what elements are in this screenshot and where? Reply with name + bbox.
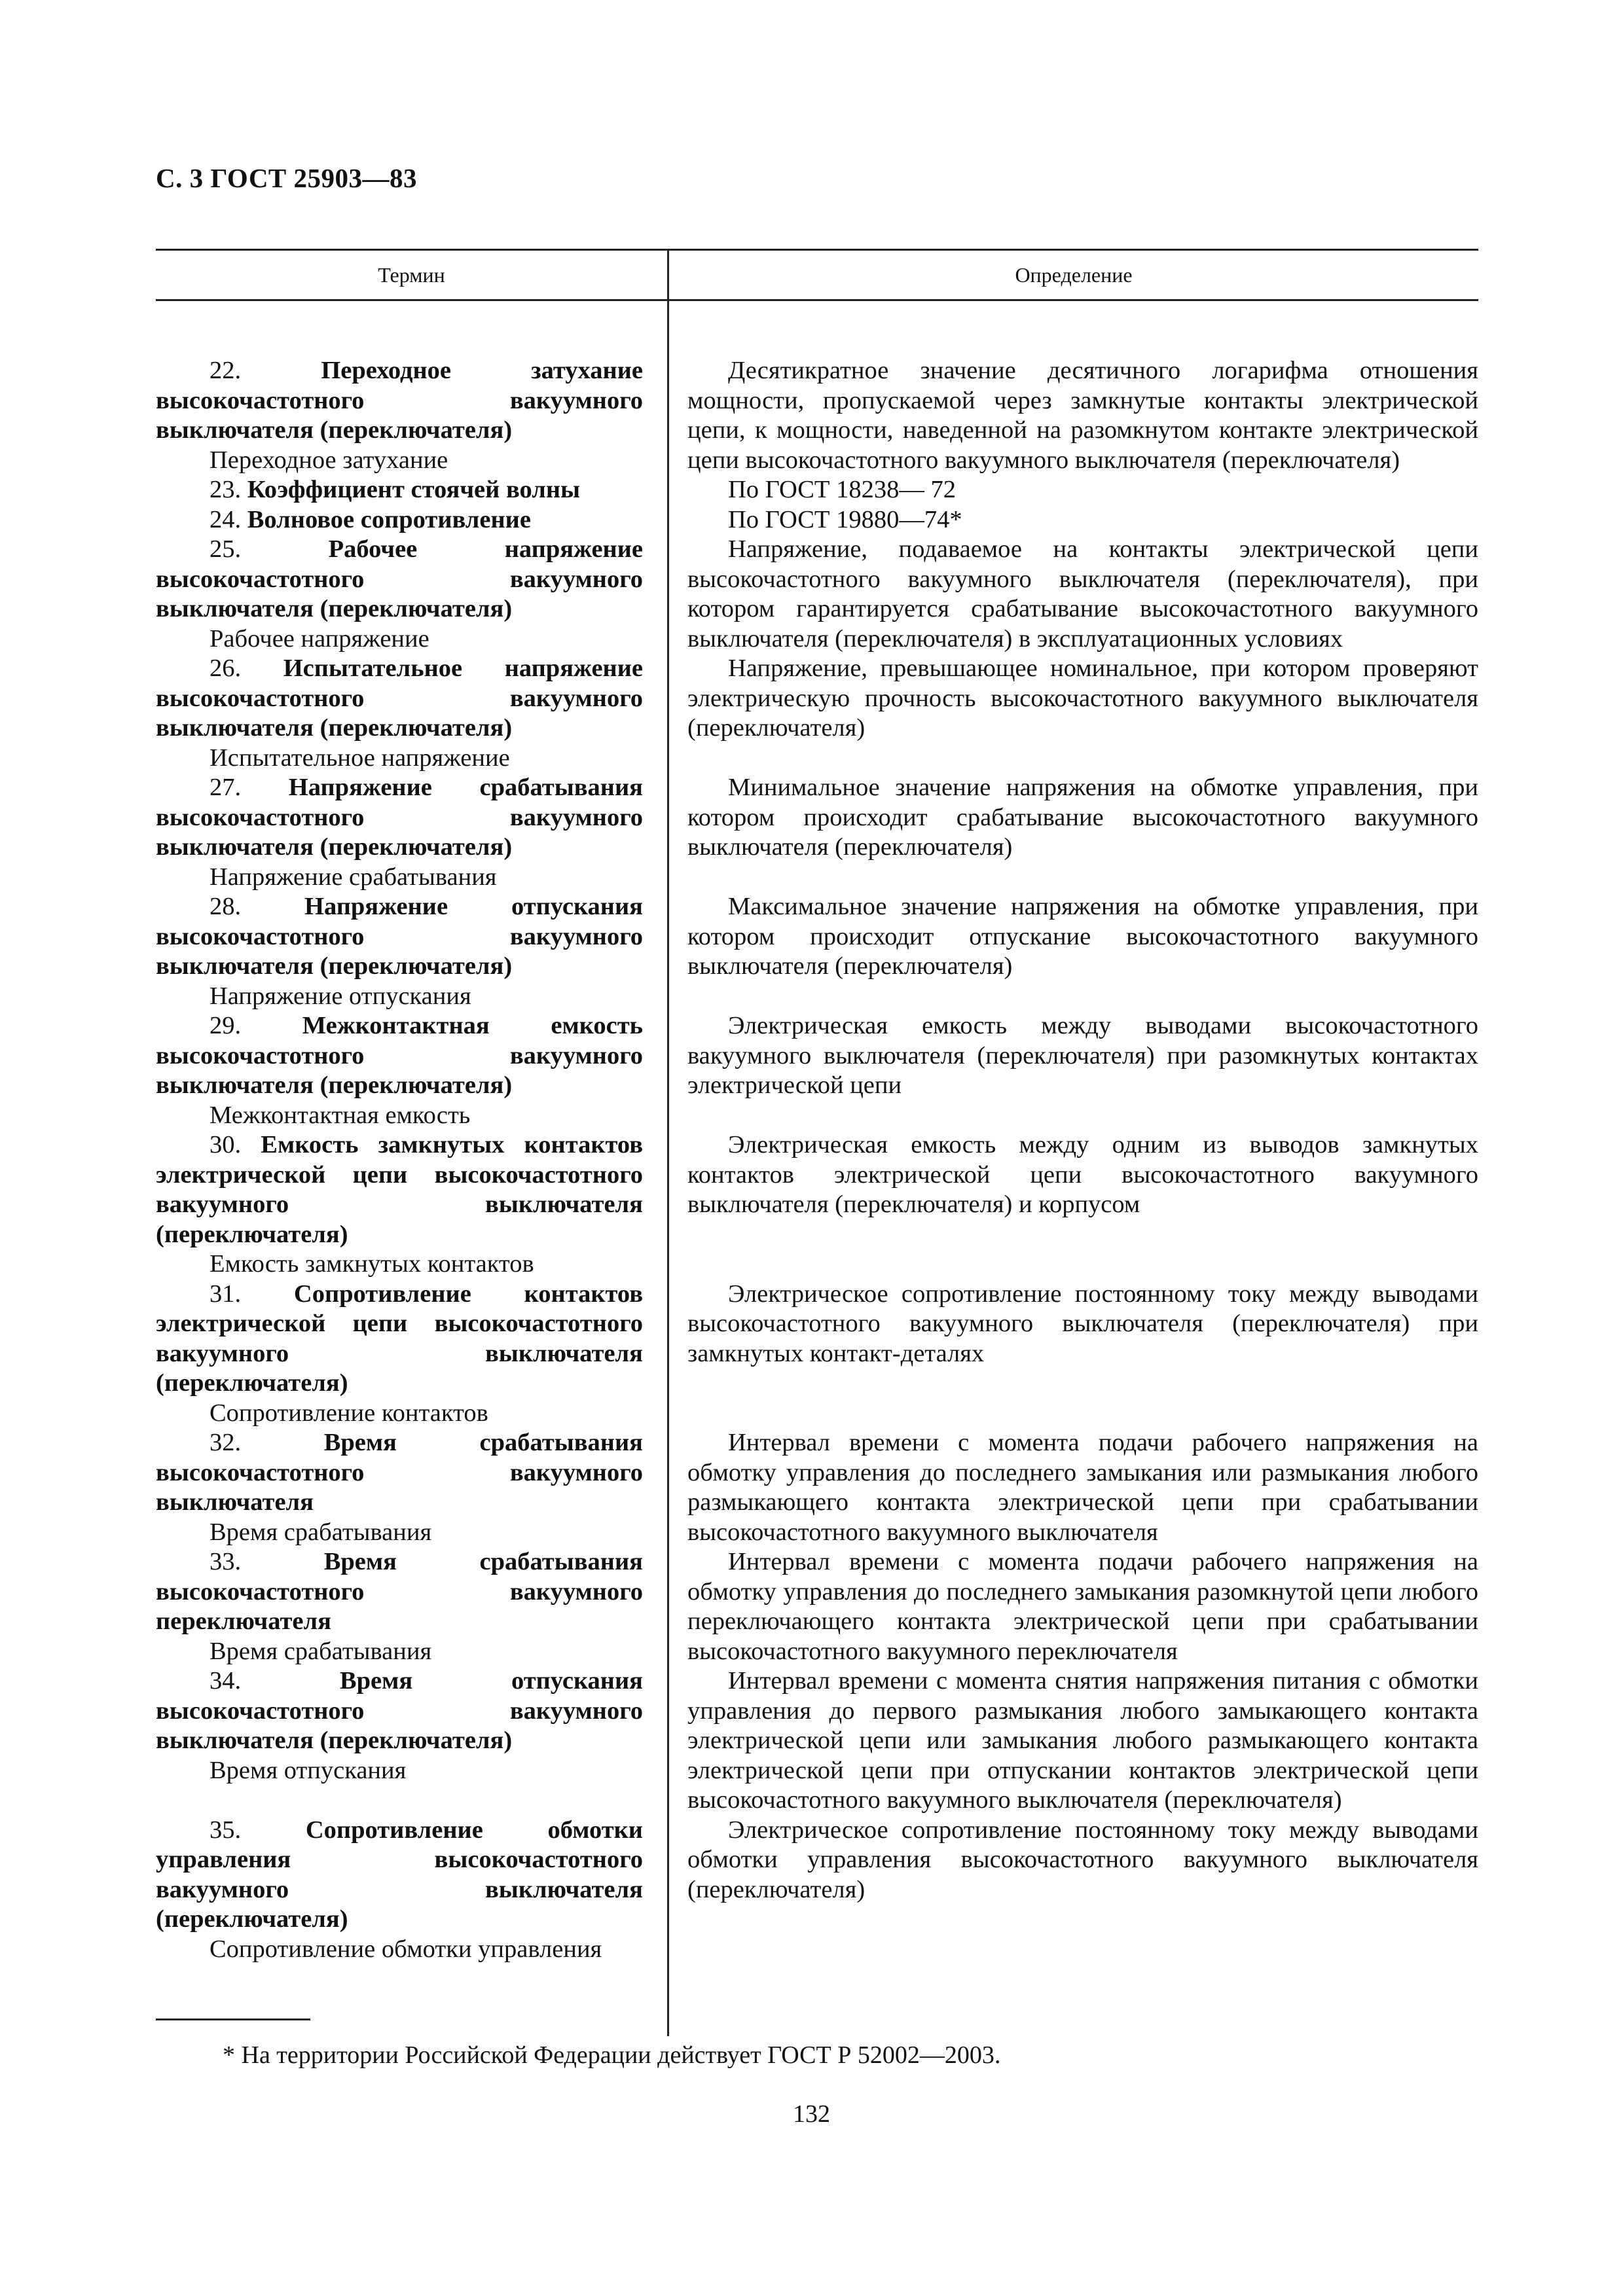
column-header-definition: Определение <box>1015 262 1133 287</box>
term-cell <box>156 356 669 475</box>
table-row <box>156 535 1478 654</box>
definition-cell: Напряжение, превышающее номинальное, при котором проверяют электрическую прочность высокочастотного вакуумного выключателя (переключателя) <box>687 655 1478 742</box>
term-name: Рабочее напряжение высокочастотного вакуумного выключателя (переключателя) <box>156 535 644 622</box>
definition-cell: Интервал времени с момента подачи рабочего напряжения на обмотку управления до последнего замыкания или размыкания любого размыкающего контакта электрической цепи при срабатывании высокочастотного вакуумного выключателя <box>687 1429 1478 1546</box>
definition-cell: Электрическое сопротивление постоянному току между выводами обмотки управления высокочастотного вакуумного выключателя (переключателя) <box>687 1816 1478 1903</box>
table-row <box>156 475 1478 505</box>
term-name: Напряжение отпускания высокочастотного вакуумного выключателя (переключателя) <box>156 893 643 980</box>
term-cell <box>156 1666 669 1816</box>
term-number: 32. <box>210 1429 242 1456</box>
term-number: 23. <box>210 476 242 503</box>
term-short-form: Сопротивление обмотки управления <box>210 1935 602 1963</box>
term-cell <box>156 1428 669 1547</box>
term-cell <box>156 475 669 505</box>
term-short-form: Напряжение отпускания <box>210 982 471 1010</box>
table-body <box>156 301 1478 2036</box>
term-name: Межконтактная емкость высокочастотного вакуумного выключателя (переключателя) <box>156 1012 643 1099</box>
term-cell <box>156 1130 669 1280</box>
definition-cell: Электрическая емкость между выводами высокочастотного вакуумного выключателя (переключателя) при разомкнутых контактах электрической цепи <box>687 1012 1478 1099</box>
term-short-form: Испытательное напряжение <box>210 744 510 772</box>
definition-cell: Максимальное значение напряжения на обмотке управления, при котором происходит отпускание высокочастотного вакуумного выключателя (переключателя) <box>687 893 1478 980</box>
term-number: 22. <box>210 357 242 384</box>
term-number: 31. <box>210 1280 242 1308</box>
term-cell <box>156 1547 669 1666</box>
definition-cell: Интервал времени с момента снятия напряжения питания с обмотки управления до первого размыкания любого замыкающего контакта электрической цепи или замыкания любого размыкающего контакта электрической цепи при отпускании контактов электрической цепи высокочастотного вакуумного выключателя (переключателя) <box>687 1667 1478 1814</box>
term-number: 25. <box>210 535 242 563</box>
term-number: 26. <box>210 655 242 682</box>
definition-cell: Десятикратное значение десятичного логарифма отношения мощности, пропускаемой через замкнутые контакты электрической цепи, к мощности, наведенной на разомкнутом контакте электрической цепи высокочастотного вакуумного выключателя (переключателя) <box>687 357 1478 474</box>
table-row <box>156 1547 1478 1666</box>
footnote: * На территории Российской Федерации действует ГОСТ Р 52002—2003. <box>223 2041 1001 2069</box>
term-short-form: Время срабатывания <box>210 1518 432 1546</box>
term-cell <box>156 535 669 654</box>
term-name: Время отпускания высокочастотного вакуумного выключателя (переключателя) <box>156 1667 643 1754</box>
definition-cell: Интервал времени с момента подачи рабочего напряжения на обмотку управления до последнего замыкания разомкнутой цепи любого переключающего контакта электрической цепи при срабатывании высокочастотного вакуумного переключателя <box>687 1548 1478 1665</box>
table-row <box>156 1280 1478 1429</box>
terms-table <box>156 249 1478 2036</box>
term-name: Сопротивление контактов электрической цепи высокочастотного вакуумного выключателя (переключателя) <box>156 1280 643 1397</box>
term-name: Испытательное напряжение высокочастотного вакуумного выключателя (переключателя) <box>156 655 643 742</box>
table-header <box>156 251 1478 301</box>
term-short-form: Время срабатывания <box>210 1637 432 1665</box>
table-row <box>156 892 1478 1011</box>
definition-cell: Электрическая емкость между одним из выводов замкнутых контактов электрической цепи высокочастотного вакуумного выключателя (переключателя) и корпусом <box>687 1131 1478 1218</box>
term-number: 27. <box>210 774 242 801</box>
term-name: Сопротивление обмотки управления высокочастотного вакуумного выключателя (переключателя) <box>156 1816 643 1933</box>
table-row <box>156 654 1478 773</box>
table-row <box>156 356 1478 475</box>
term-number: 34. <box>210 1667 242 1695</box>
column-header-term: Термин <box>156 251 669 299</box>
term-short-form: Переходное затухание <box>210 446 448 474</box>
term-number: 24. <box>210 505 242 533</box>
term-name: Волновое сопротивление <box>247 505 531 533</box>
definition-cell: Напряжение, подаваемое на контакты электрической цепи высокочастотного вакуумного выключателя (переключателя), при котором гарантируется срабатывание высокочастотного вакуумного выключателя (переключателя) в эксплуатационных условиях <box>687 535 1478 653</box>
table-row <box>156 1011 1478 1130</box>
term-short-form: Напряжение срабатывания <box>210 863 497 891</box>
definition-cell: По ГОСТ 19880—74* <box>728 505 962 533</box>
term-cell <box>156 1011 669 1130</box>
table-row <box>156 773 1478 892</box>
term-number: 29. <box>210 1012 242 1039</box>
term-number: 30. <box>210 1131 242 1158</box>
page-number: 132 <box>793 2100 830 2128</box>
term-short-form: Сопротивление контактов <box>210 1399 488 1427</box>
term-cell <box>156 505 669 535</box>
term-cell <box>156 1280 669 1429</box>
footnote-divider <box>156 2018 310 2020</box>
term-cell <box>156 654 669 773</box>
term-name: Напряжение срабатывания высокочастотного вакуумного выключателя (переключателя) <box>156 774 643 861</box>
term-name: Коэффициент стоячей волны <box>247 476 581 503</box>
term-name: Переходное затухание высокочастотного вакуумного выключателя (переключателя) <box>156 357 644 444</box>
term-number: 35. <box>210 1816 242 1844</box>
term-name: Время срабатывания высокочастотного вакуумного выключателя <box>156 1429 643 1516</box>
table-row <box>156 1816 1478 1965</box>
term-short-form: Межконтактная емкость <box>210 1101 471 1129</box>
table-row <box>156 505 1478 535</box>
table-row <box>156 1666 1478 1816</box>
term-cell <box>156 892 669 1011</box>
term-name: Время срабатывания высокочастотного вакуумного переключателя <box>156 1548 643 1635</box>
table-row <box>156 1130 1478 1280</box>
term-cell <box>156 773 669 892</box>
page-header: С. 3 ГОСТ 25903—83 <box>156 163 418 193</box>
term-short-form: Рабочее напряжение <box>210 624 429 653</box>
term-number: 28. <box>210 893 242 920</box>
term-short-form: Время отпускания <box>210 1756 407 1784</box>
definition-cell: Минимальное значение напряжения на обмотке управления, при котором происходит срабатывание высокочастотного вакуумного выключателя (переключателя) <box>687 774 1478 861</box>
table-row <box>156 1428 1478 1547</box>
term-name: Емкость замкнутых контактов электрической цепи высокочастотного вакуумного выключателя (переключателя) <box>156 1131 643 1248</box>
definition-cell: Электрическое сопротивление постоянному току между выводами высокочастотного вакуумного выключателя (переключателя) при замкнутых контакт-деталях <box>687 1280 1478 1367</box>
term-short-form: Емкость замкнутых контактов <box>210 1250 534 1278</box>
term-number: 33. <box>210 1548 242 1575</box>
term-cell <box>156 1816 669 1965</box>
definition-cell: По ГОСТ 18238— 72 <box>728 476 956 503</box>
table-rows <box>156 356 1478 1964</box>
